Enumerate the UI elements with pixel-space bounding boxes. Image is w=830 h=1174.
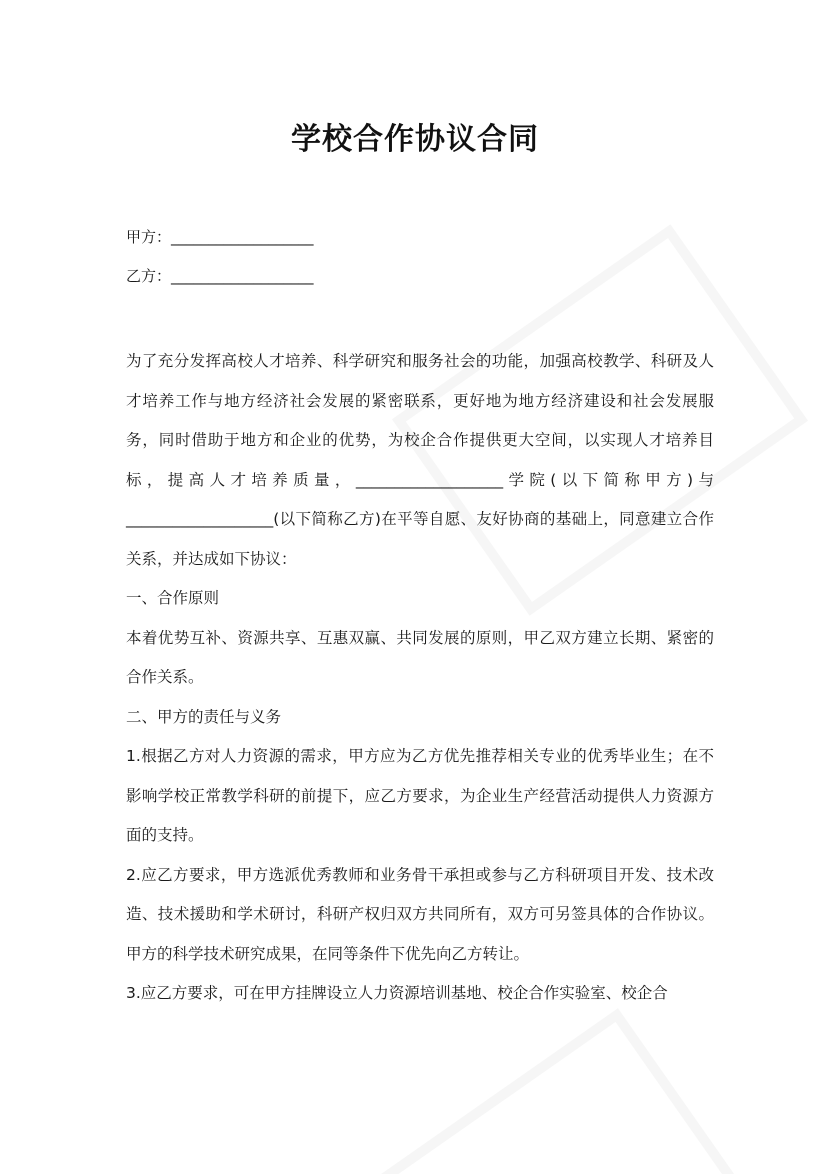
clause-paragraph: 1.根据乙方对人力资源的需求，甲方应为乙方优先推荐相关专业的优秀毕业生；在不影响学校正常教学科研的前提下，应乙方要求，为企业生产经营活动提供人力资源方面的支持。	[126, 747, 714, 844]
body-paragraph: 本着优势互补、资源共享、互惠双赢、共同发展的原则，甲乙双方建立长期、紧密的合作关系。	[126, 628, 714, 686]
party-b-line: 乙方：___________________	[126, 267, 314, 285]
document-title: 学校合作协议合同	[291, 122, 539, 157]
clause-paragraph: 3.应乙方要求，可在甲方挂牌设立人力资源培训基地、校企合作实验室、校企合	[126, 984, 668, 1002]
document-body	[126, 342, 714, 1014]
intro-paragraph: 为了充分发挥高校人才培养、科学研究和服务社会的功能，加强高校教学、科研及人才培养工作与地方经济社会发展的紧密联系，更好地为地方经济建设和社会发展服务，同时借助于地方和企业的优势，为校企合作提供更大空间，以实现人才培养目标，提高人才培养质量，___________________学院(以下简称甲方)与___________________(以下简称乙方)在平等自愿、友好协商的基础上，同意建立合作关系，并达成如下协议：	[126, 352, 714, 568]
party-a-line: 甲方：___________________	[126, 228, 314, 246]
section-heading: 一、合作原则	[126, 589, 220, 607]
section-heading: 二、甲方的责任与义务	[126, 707, 282, 726]
watermark	[356, 1008, 744, 1174]
clause-paragraph: 2.应乙方要求，甲方选派优秀教师和业务骨干承担或参与乙方科研项目开发、技术改造、技术援助和学术研讨，科研产权归双方共同所有，双方可另签具体的合作协议。甲方的科学技术研究成果，在同等条件下优先向乙方转让。	[126, 865, 714, 963]
